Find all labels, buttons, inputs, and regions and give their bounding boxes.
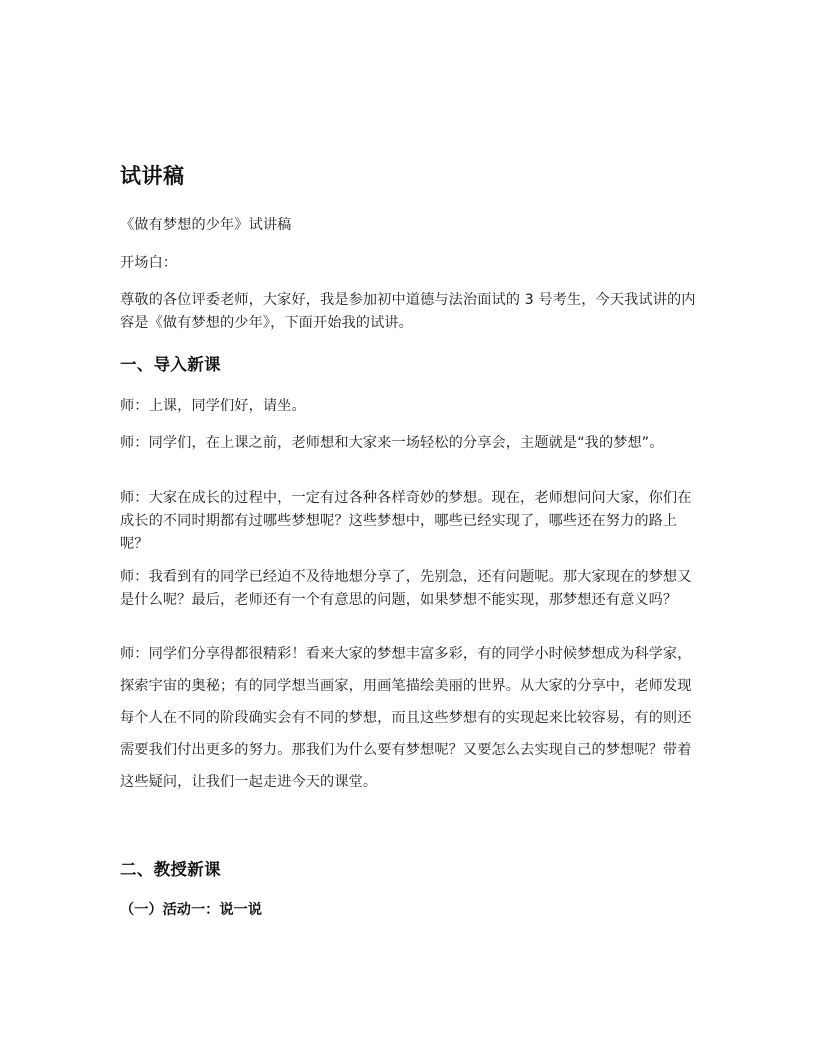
opening-label: 开场白： [120,255,178,271]
intro-paragraph-1: 师：上课，同学们好，请坐。 [120,398,306,414]
section-heading-new-lesson: 二、教授新课 [120,860,221,879]
document-subtitle: 《做有梦想的少年》试讲稿 [120,217,292,233]
intro-paragraph-5: 师：同学们分享得都很精彩！看来大家的梦想丰富多彩，有的同学小时候梦想成为科学家，探索宇宙的奥秘；有的同学想当画家，用画笔描绘美丽的世界。从大家的分享中，老师发现每个人在不同的阶段确实会有不同的梦想，而且这些梦想有的实现起来比较容易，有的则还需要我们付出更多的努力。那我们为什么要有梦想呢？又要怎么去实现自己的梦想呢？带着这些疑问，让我们一起走进今天的课堂。 [120,646,692,790]
intro-paragraph-4: 师：我看到有的同学已经迫不及待地想分享了，先别急，还有问题呢。那大家现在的梦想又是什么呢？最后，老师还有一个有意思的问题，如果梦想不能实现，那梦想还有意义吗？ [120,569,692,608]
activity-heading: （一）活动一：说一说 [120,902,262,918]
intro-paragraph-3: 师：大家在成长的过程中，一定有过各种各样奇妙的梦想。现在，老师想问问大家，你们在成长的不同时期都有过哪些梦想呢？这些梦想中，哪些已经实现了，哪些还在努力的路上呢？ [120,490,692,552]
intro-paragraph-2: 师：同学们，在上课之前，老师想和大家来一场轻松的分享会，主题就是“我的梦想”。 [120,435,664,451]
section-heading-introduction: 一、导入新课 [120,355,221,374]
opening-paragraph: 尊敬的各位评委老师，大家好，我是参加初中道德与法治面试的 3 号考生，今天我试讲的内容是《做有梦想的少年》，下面开始我的试讲。 [120,292,696,331]
document-title: 试讲稿 [120,164,185,188]
